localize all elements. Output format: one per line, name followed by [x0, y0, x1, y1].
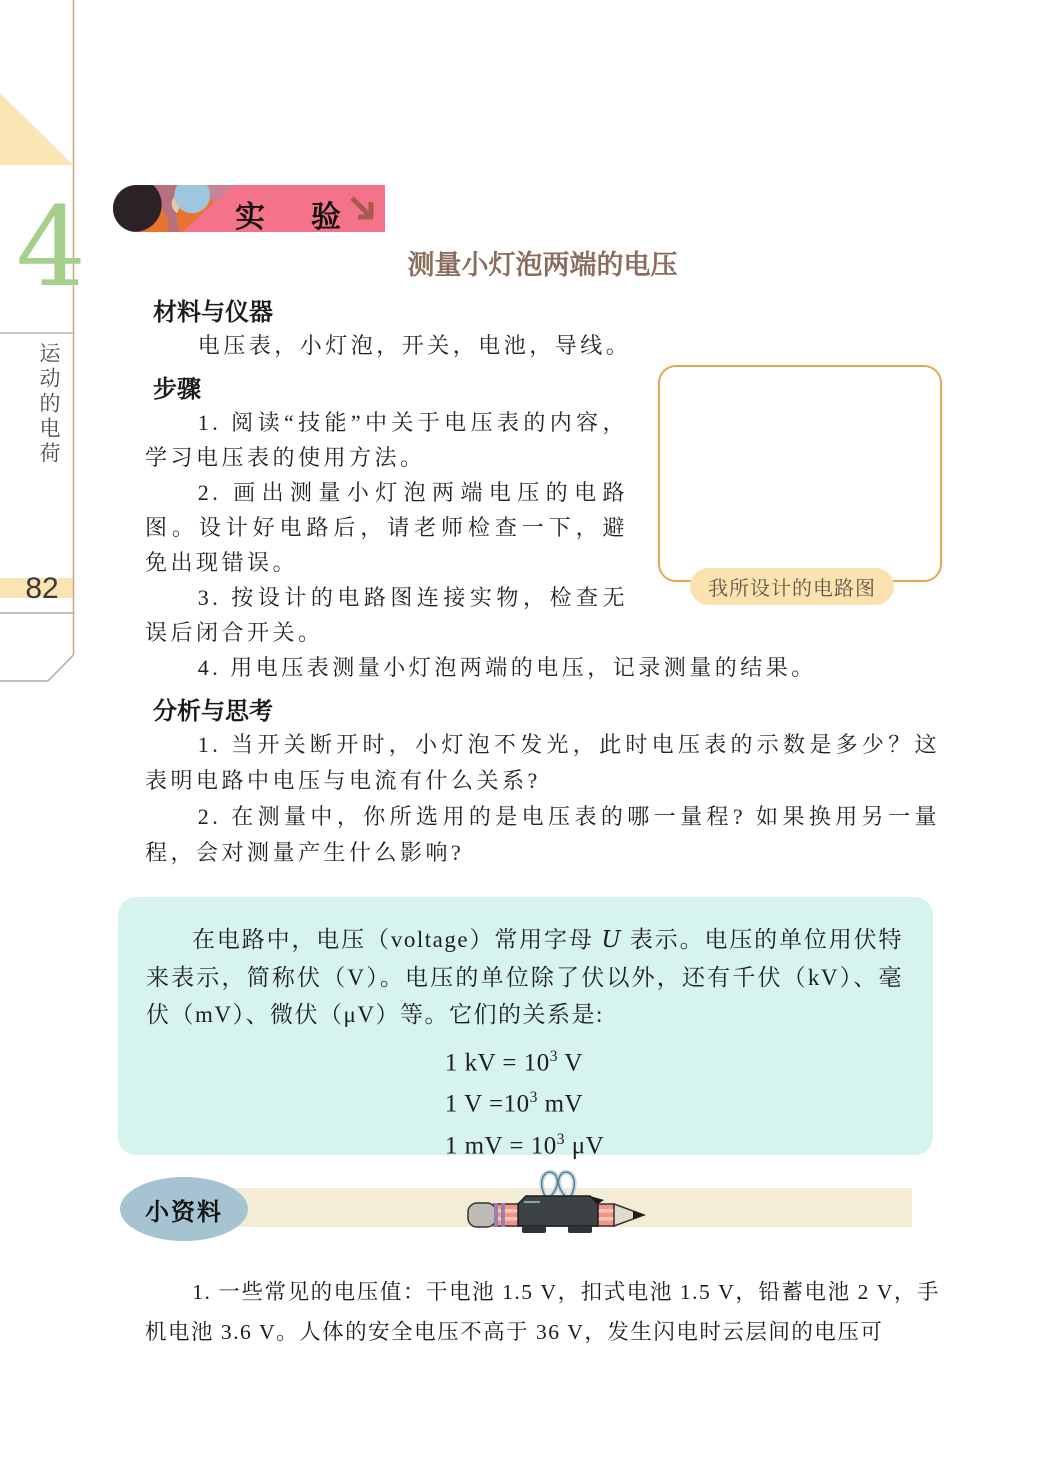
formula-mv: 1 mV = $10^3$ μV [444, 1130, 605, 1159]
steps-heading: 步骤 [153, 376, 201, 403]
formula-kv: 1 kV = $10^3$ V [444, 1048, 583, 1077]
step-item-3: 3. 按设计的电路图连接实物，检查无误后闭合开关。 [145, 585, 628, 645]
experiment-section [145, 248, 940, 871]
materials-body: 电压表，小灯泡，开关，电池，导线。 [197, 333, 632, 358]
info-label: 小资料 [145, 1198, 223, 1226]
analysis-heading: 分析与思考 [153, 698, 273, 725]
symbol-u: U [601, 927, 623, 953]
step-item-1: 1. 阅读“技能”中关于电压表的内容，学习电压表的使用方法。 [145, 410, 628, 470]
circuit-diagram-label: 我所设计的电路图 [690, 568, 894, 605]
chapter-number: 4 [16, 183, 86, 311]
pencil-binder-clip-icon [452, 1162, 664, 1252]
circuit-diagram-area [644, 365, 940, 603]
formula-v: 1 $V =10^3$ mV [444, 1089, 584, 1118]
voltage-note-paragraph: 在电路中，电压（voltage）常用字母 U 表示。电压的单位用伏特来表示，简称伏（V）。电压的单位除了伏以外，还有千伏（kV）、毫伏（mV）、微伏（μV）等。它们的关系是: [146, 927, 903, 1027]
experiment-banner [113, 185, 385, 232]
banner-label: 实 验 [235, 201, 349, 234]
info-text: 1. 一些常见的电压值：干电池 1.5 V，扣式电池 1.5 V，铅蓄电池 2 V，手机电池 3.6 V。人体的安全电压不高于 36 V，发生闪电时云层间的电压可 [145, 1280, 940, 1344]
voltage-note-box [118, 897, 933, 1159]
info-label-badge [120, 1177, 248, 1241]
chapter-title-vertical: 运动的电荷 [37, 342, 61, 467]
step-item-2: 2. 画出测量小灯泡两端电压的电路图。设计好电路后，请老师检查一下，避免出现错误。 [145, 480, 628, 575]
analysis-item-1: 1. 当开关断开时，小灯泡不发光，此时电压表的示数是多少？这表明电路中电压与电流有什么关系? [145, 732, 940, 793]
arrow-down-right-icon [347, 193, 379, 225]
sidebar-triangle-decoration [0, 93, 73, 165]
unit-conversion-formulas [146, 1039, 903, 1163]
materials-heading: 材料与仪器 [153, 299, 273, 326]
step-item-4: 4. 用电压表测量小灯泡两端的电压，记录测量的结果。 [197, 655, 817, 680]
experiment-title: 测量小灯泡两端的电压 [407, 250, 678, 280]
analysis-item-2: 2. 在测量中，你所选用的是电压表的哪一量程? 如果换用另一量程，会对测量产生什么影响? [145, 804, 940, 865]
circuit-diagram-box [658, 365, 942, 582]
experiment-photo [113, 185, 233, 232]
page-number: 82 [25, 572, 59, 605]
